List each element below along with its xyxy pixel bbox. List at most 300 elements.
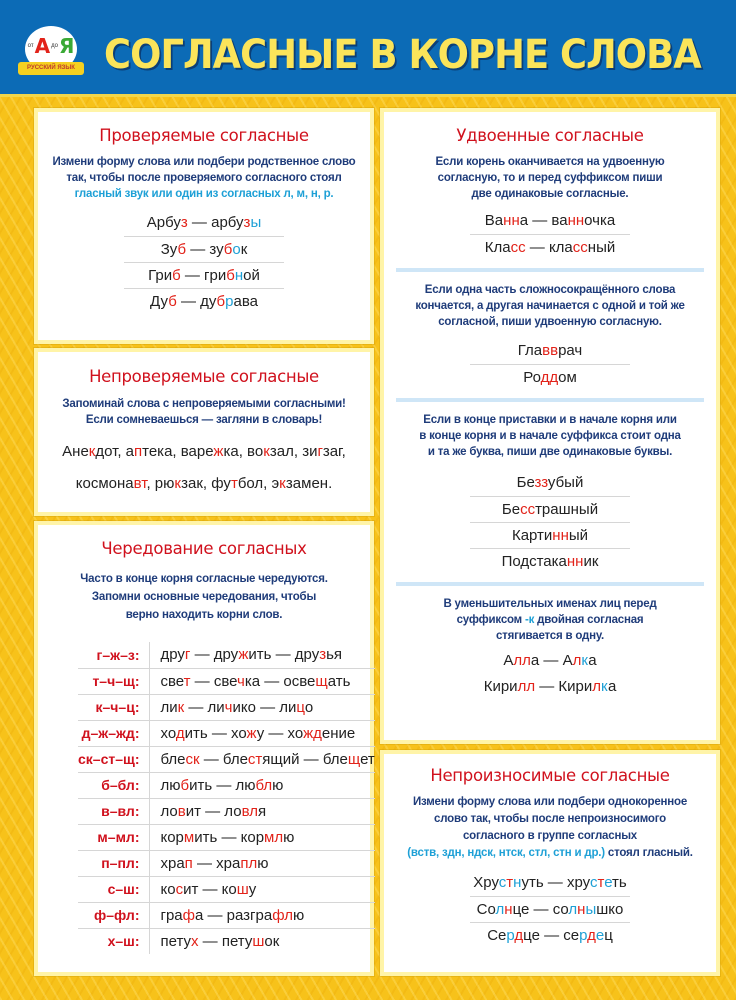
text-line <box>38 588 370 606</box>
text-segment: ый <box>568 527 589 544</box>
text-segment: , рю <box>146 475 175 492</box>
text-segment: це — со <box>512 901 569 918</box>
highlight-segment: щ <box>347 750 361 768</box>
highlight-segment: ж <box>246 724 257 742</box>
alternation-row <box>78 824 375 850</box>
text-segment: ик <box>583 553 599 570</box>
text-segment: кор <box>160 828 184 846</box>
text-segment: ка — осве <box>244 672 316 690</box>
text-segment: ный <box>587 239 616 256</box>
text-segment: ок <box>264 932 280 950</box>
text-line <box>38 436 370 468</box>
text-segment: зак, фу <box>181 475 231 492</box>
text-line <box>384 811 716 828</box>
example-row <box>124 236 284 262</box>
highlight-segment: к <box>263 443 270 460</box>
logo-letter-a: А <box>34 34 51 58</box>
example-row <box>470 870 630 896</box>
alternation-row <box>78 694 375 720</box>
text-segment: дот, а <box>95 443 135 460</box>
text-segment: Бе <box>516 474 535 491</box>
example-row <box>124 210 284 236</box>
text-line <box>384 282 716 298</box>
alternation-example <box>150 824 375 850</box>
highlight-segment: г <box>317 443 323 460</box>
example-row <box>124 288 284 314</box>
highlight-segment: пл <box>240 854 258 872</box>
text-line <box>384 298 716 314</box>
text-line <box>384 444 716 460</box>
text-line <box>384 314 716 330</box>
text-segment: стягивается в одну. <box>495 630 605 642</box>
text-segment: ящий — бле <box>262 750 348 768</box>
text-line <box>384 596 716 612</box>
highlight-segment: б <box>177 241 187 258</box>
alternation-row <box>78 668 375 694</box>
highlight-segment: г <box>184 646 191 664</box>
text-segment: две одинаковые согласные. <box>471 188 629 200</box>
text-segment: Гла <box>517 342 543 359</box>
alternation-key: ф–фл: <box>78 902 150 928</box>
highlight-segment: нн <box>567 212 585 229</box>
highlight-segment: щ <box>315 672 328 690</box>
text-segment: це — се <box>523 927 580 944</box>
example-row <box>470 648 630 674</box>
text-segment: ли <box>160 698 178 716</box>
highlight-segment: н <box>513 874 522 891</box>
alternation-key: б–бл: <box>78 772 150 798</box>
card-title: Непроверяемые согласные <box>89 367 319 386</box>
text-line <box>384 794 716 811</box>
highlight-segment: р <box>506 927 515 944</box>
doubled-section <box>384 282 716 390</box>
text-segment: — ду <box>176 293 217 310</box>
text-segment: ю <box>272 776 284 794</box>
text-segment: Арбу <box>146 214 181 231</box>
alternation-row <box>78 720 375 746</box>
example-row <box>470 522 630 548</box>
header <box>0 0 736 97</box>
text-segment: Измени форму слова или подбери однокоренное <box>412 796 688 808</box>
highlight-segment: ц <box>296 698 305 716</box>
alternation-key: д–ж–жд: <box>78 720 150 746</box>
text-segment: заг, <box>322 443 346 460</box>
alternation-row <box>78 850 375 876</box>
example-list <box>470 470 630 574</box>
alternation-row <box>78 876 375 902</box>
dictionary-words <box>38 436 370 500</box>
text-segment: космона <box>75 475 134 492</box>
example-row <box>470 922 630 948</box>
text-segment: Кири <box>483 678 518 695</box>
text-segment: у — хо <box>256 724 304 742</box>
text-segment: ю <box>257 854 269 872</box>
text-segment: ет <box>360 750 375 768</box>
example-row <box>124 262 284 288</box>
highlight-segment: лл <box>517 678 536 695</box>
highlight-segment: р <box>579 927 588 944</box>
example-list <box>124 210 284 314</box>
doubled-section <box>384 412 716 574</box>
alternation-row <box>78 772 375 798</box>
text-segment: — арбу <box>187 214 244 231</box>
card-title: Чередование согласных <box>101 539 307 558</box>
highlight-segment: в <box>177 802 186 820</box>
text-segment: Зу <box>160 241 178 258</box>
alternation-example <box>150 902 375 928</box>
text-segment: слово так, чтобы после непроизносимого <box>434 813 666 825</box>
highlight-segment: т <box>230 475 238 492</box>
highlight-segment: е <box>595 927 605 944</box>
text-segment: очка <box>584 212 616 229</box>
highlight-segment: вл <box>241 802 258 820</box>
text-segment: ть <box>612 874 627 891</box>
text-segment: согласной, пиши удвоенную согласную. <box>438 316 662 328</box>
highlight-segment: т <box>506 874 514 891</box>
text-line <box>38 412 370 428</box>
highlight-segment: ш <box>236 880 249 898</box>
text-segment: Ду <box>150 293 169 310</box>
rule-text <box>384 282 716 330</box>
text-segment: я <box>257 802 267 820</box>
text-segment: бле <box>160 750 186 768</box>
text-segment: Если в конце приставки и в начале корня или <box>423 414 677 426</box>
text-segment: Се <box>487 927 507 944</box>
text-segment: ит — ло <box>185 802 242 820</box>
highlight-segment: фл <box>272 906 293 924</box>
section-divider <box>396 398 704 402</box>
rule-text <box>384 596 716 644</box>
highlight-segment: ы <box>585 901 597 918</box>
text-segment: Если сомневаешься — загляни в словарь! <box>85 414 323 426</box>
text-segment: — дру <box>190 646 239 664</box>
highlight-segment: лл <box>513 652 531 669</box>
logo-from: от <box>27 43 34 49</box>
text-segment: ко <box>160 880 176 898</box>
text-line <box>384 845 716 862</box>
example-row <box>470 208 630 234</box>
text-segment: кончается, а другая начинается с одной и той же <box>415 300 685 312</box>
text-segment: све <box>160 672 184 690</box>
highlight-segment: сс <box>510 239 526 256</box>
section-divider <box>396 268 704 272</box>
highlight-segment: н <box>234 267 244 284</box>
highlight-segment: з <box>180 214 188 231</box>
text-line <box>384 612 716 628</box>
highlight-segment: сс <box>520 501 536 518</box>
text-segment: — све <box>190 672 237 690</box>
rule-text <box>38 570 370 624</box>
text-segment: и та же буква, пиши две одинаковые буквы. <box>427 446 673 458</box>
rule-text <box>384 412 716 460</box>
highlight-segment: к <box>174 475 182 492</box>
text-segment: Ане <box>62 443 89 460</box>
text-segment: а — ва <box>519 212 568 229</box>
text-line <box>384 428 716 444</box>
logo-to: до <box>51 43 58 49</box>
highlight-segment: вв <box>542 342 559 359</box>
text-segment: убый <box>547 474 584 491</box>
card-doubled-consonants <box>380 108 720 744</box>
text-line <box>38 396 370 412</box>
text-segment: Хру <box>473 874 499 891</box>
highlight-segment: д <box>514 927 524 944</box>
example-list <box>470 208 630 260</box>
example-row <box>470 234 630 260</box>
text-segment: так, чтобы после проверяемого согласного стоял <box>66 172 342 184</box>
text-segment: — Кири <box>535 678 593 695</box>
text-segment: Запоминай слова с непроверяемыми согласными! <box>62 398 346 410</box>
example-row <box>470 896 630 922</box>
highlight-segment: м <box>183 828 195 846</box>
text-segment: дру <box>160 646 185 664</box>
highlight-segment: ш <box>252 932 265 950</box>
highlight-segment: зз <box>534 474 548 491</box>
card-checked-consonants <box>34 108 374 344</box>
text-segment: согласную, то и перед суффиксом пиши <box>437 172 663 184</box>
doubled-section <box>384 596 716 700</box>
text-segment: хо <box>160 724 176 742</box>
alternation-row <box>78 798 375 824</box>
example-list <box>470 870 630 948</box>
text-segment: тека, варе <box>142 443 214 460</box>
example-row <box>470 548 630 574</box>
highlight-segment: б <box>226 267 235 284</box>
logo-ribbon: РУССКИЙ ЯЗЫК <box>18 62 84 75</box>
section-divider <box>396 582 704 586</box>
text-line <box>384 828 716 845</box>
alternation-example <box>150 746 375 772</box>
text-segment: ю <box>283 828 295 846</box>
text-segment: а <box>607 678 617 695</box>
highlight-segment: жд <box>303 724 322 742</box>
text-segment: Подстака <box>501 553 567 570</box>
text-segment: — ли <box>184 698 225 716</box>
highlight-segment: с <box>589 874 598 891</box>
highlight-segment: ж <box>238 646 249 664</box>
text-segment: Карти <box>511 527 553 544</box>
text-segment: ка, во <box>223 443 264 460</box>
highlight-segment: н <box>577 901 586 918</box>
highlight-segment: ы <box>250 214 262 231</box>
text-line <box>384 186 716 202</box>
text-segment: в конце корня и в начале суффикса стоит одна <box>419 430 681 442</box>
card-title: Удвоенные согласные <box>456 126 644 145</box>
alternation-key: м–мл: <box>78 824 150 850</box>
text-segment: ом <box>558 369 577 386</box>
text-segment: ить — кор <box>194 828 265 846</box>
text-line <box>38 170 370 186</box>
highlight-segment: з <box>319 646 327 664</box>
text-segment: — пету <box>198 932 253 950</box>
highlight-segment: б <box>223 241 233 258</box>
text-segment: ц <box>604 927 613 944</box>
highlight-segment: нн <box>566 553 584 570</box>
card-unchecked-consonants <box>34 348 374 516</box>
highlight-segment: к <box>279 475 286 492</box>
highlight-segment: б <box>168 293 177 310</box>
card-title: Непроизносимые согласные <box>430 766 670 785</box>
text-segment: уть — хру <box>521 874 590 891</box>
alternation-example <box>150 850 375 876</box>
alternation-key: г–ж–з: <box>78 642 150 668</box>
text-segment: ю <box>292 906 305 924</box>
alternation-key: п–пл: <box>78 850 150 876</box>
rule-text <box>38 396 370 428</box>
highlight-segment: п <box>134 443 143 460</box>
logo-letters <box>25 34 77 58</box>
highlight-segment: к <box>581 652 589 669</box>
text-line <box>384 628 716 644</box>
doubled-sections <box>384 154 716 700</box>
text-segment: — кла <box>525 239 573 256</box>
text-segment: ить — хо <box>184 724 247 742</box>
text-segment: верно находить корни слов. <box>125 609 283 621</box>
highlight-segment: т <box>597 874 605 891</box>
example-list <box>470 338 630 390</box>
alternation-example <box>150 720 375 746</box>
text-segment: а <box>588 652 597 669</box>
highlight-segment: л <box>568 901 578 918</box>
text-segment: ья <box>326 646 343 664</box>
text-segment: В уменьшительных именах лиц перед <box>443 598 657 610</box>
highlight-segment: л <box>495 901 505 918</box>
highlight-segment: ск <box>185 750 200 768</box>
highlight-segment: к <box>601 678 608 695</box>
text-segment: Ро <box>523 369 541 386</box>
text-segment: зал, зи <box>269 443 318 460</box>
highlight-segment: к <box>88 443 96 460</box>
text-segment: двойная согласная <box>534 614 644 626</box>
text-segment: замен. <box>285 475 333 492</box>
text-segment: ава <box>233 293 258 310</box>
text-segment: ой <box>243 267 260 284</box>
highlight-segment: мл <box>264 828 284 846</box>
text-segment: А <box>503 652 514 669</box>
text-segment: ло <box>160 802 178 820</box>
rule-text <box>38 154 370 202</box>
example-list <box>470 648 630 700</box>
logo-letter-ya: Я <box>58 34 75 58</box>
alternation-key: с–ш: <box>78 876 150 902</box>
text-segment: о <box>304 698 314 716</box>
highlight-segment: б <box>180 776 190 794</box>
alternation-key: в–вл: <box>78 798 150 824</box>
text-segment: Если одна часть сложносокращённого слова <box>424 284 676 296</box>
text-line <box>38 606 370 624</box>
text-segment: ать <box>327 672 351 690</box>
highlight-segment: с <box>175 880 184 898</box>
highlight-segment: ж <box>213 443 224 460</box>
text-segment: суффиксом <box>456 614 525 626</box>
text-segment: ить — дру <box>248 646 320 664</box>
text-line <box>384 412 716 428</box>
text-line <box>384 170 716 186</box>
text-segment: а — разгра <box>194 906 273 924</box>
highlight-segment: р <box>225 293 234 310</box>
text-segment: пету <box>160 932 191 950</box>
example-row <box>470 674 630 700</box>
example-row <box>470 364 630 390</box>
highlight-segment: ст <box>247 750 263 768</box>
highlight-segment: з <box>243 214 251 231</box>
alternation-row <box>78 902 375 928</box>
highlight-segment: л <box>592 678 602 695</box>
rule-text <box>384 794 716 862</box>
highlight-segment: гласный звук или один из согласных л, м, н, р. <box>74 188 334 200</box>
text-segment: ит — ко <box>183 880 237 898</box>
page-title: СОГЛАСНЫЕ В КОРНЕ СЛОВА <box>104 32 701 78</box>
card-alternation <box>34 521 374 976</box>
alternation-row <box>78 642 375 668</box>
highlight-segment: х <box>191 932 199 950</box>
text-segment: а — А <box>530 652 573 669</box>
text-segment: ить — лю <box>189 776 256 794</box>
alternation-example <box>150 798 375 824</box>
example-row <box>470 470 630 496</box>
highlight-segment: е <box>604 874 613 891</box>
highlight-segment: нн <box>503 212 520 229</box>
text-segment: — зу <box>186 241 224 258</box>
highlight-segment: ч <box>237 672 245 690</box>
alternation-example <box>150 928 375 954</box>
alternation-row <box>78 928 375 954</box>
text-segment: — хра <box>192 854 241 872</box>
highlight-segment: сс <box>572 239 588 256</box>
highlight-segment: б <box>172 267 181 284</box>
alternation-example <box>150 772 375 798</box>
text-segment: Часто в конце корня согласные чередуются. <box>80 573 328 585</box>
card-title: Проверяемые согласные <box>99 126 309 145</box>
text-segment: ико — ли <box>232 698 297 716</box>
text-segment: — гри <box>180 267 227 284</box>
text-segment: у <box>248 880 257 898</box>
highlight-segment: л <box>572 652 582 669</box>
alternation-example <box>150 668 375 694</box>
alternation-example <box>150 694 375 720</box>
text-segment: согласного в группе согласных <box>462 830 638 842</box>
text-segment: Со <box>476 901 496 918</box>
rule-text <box>384 154 716 202</box>
text-segment: Гри <box>148 267 173 284</box>
highlight-segment: ч <box>224 698 233 716</box>
card-unpronounceable-consonants <box>380 750 720 976</box>
logo <box>18 26 84 86</box>
text-segment: ение <box>321 724 356 742</box>
text-segment: Кла <box>484 239 511 256</box>
highlight-segment: о <box>232 241 241 258</box>
text-line <box>384 154 716 170</box>
highlight-segment: (вств, здн, ндск, нтск, стл, стн и др.) <box>407 847 605 859</box>
highlight-segment: т <box>183 672 191 690</box>
text-segment: трашный <box>535 501 599 518</box>
text-segment: рач <box>558 342 583 359</box>
text-segment: гра <box>160 906 183 924</box>
highlight-segment: дд <box>540 369 559 386</box>
text-segment: к <box>240 241 248 258</box>
alternation-key: ск–ст–щ: <box>78 746 150 772</box>
highlight-segment: д <box>587 927 596 944</box>
doubled-section <box>384 154 716 260</box>
text-segment: Запомни основные чередования, чтобы <box>91 591 317 603</box>
highlight-segment: н <box>504 901 513 918</box>
highlight-segment: к <box>177 698 185 716</box>
text-segment: Бе <box>501 501 521 518</box>
highlight-segment: нн <box>552 527 569 544</box>
text-segment: стоял гласный. <box>604 847 693 859</box>
text-line <box>38 186 370 202</box>
highlight-segment: б <box>216 293 226 310</box>
